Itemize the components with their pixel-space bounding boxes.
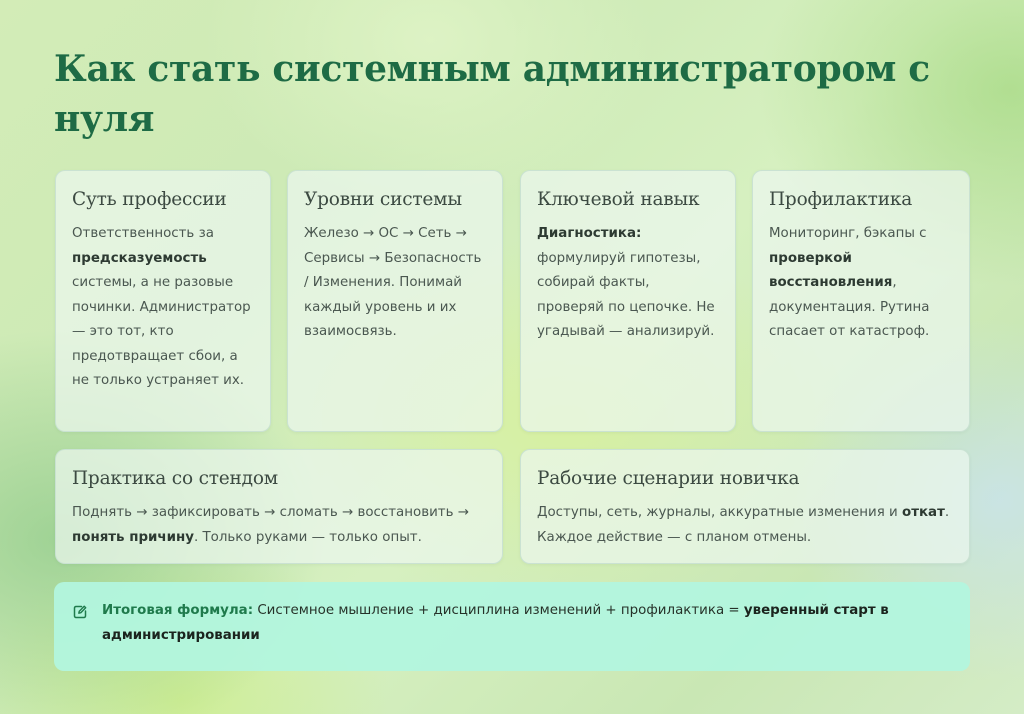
card-text-part: Ответственность за	[72, 226, 214, 241]
card-text	[72, 222, 254, 394]
card-key-skill	[520, 170, 736, 432]
card-text-bold: предсказуемость	[72, 250, 207, 266]
card-heading: Практика со стендом	[72, 468, 278, 489]
card-text	[537, 222, 719, 345]
card-text	[72, 501, 486, 550]
page-title: Как стать системным администратором с нуля	[54, 48, 930, 140]
card-text	[769, 222, 953, 345]
card-text-bold: проверкой восстановления	[769, 250, 893, 290]
card-text-bold: Диагностика:	[537, 226, 642, 241]
summary-text: Системное мышление + дисциплина изменений + профилактика =	[253, 603, 744, 618]
card-text	[537, 501, 953, 550]
card-text-part: Поднять → зафиксировать → сломать → восстановить →	[72, 505, 469, 520]
card-system-levels	[287, 170, 503, 432]
summary-bold: уверенный старт в администрировании	[102, 603, 889, 643]
card-text-bold: понять причину	[72, 529, 194, 545]
summary-formula-box	[54, 582, 970, 671]
summary-lead: Итоговая формула:	[102, 603, 254, 618]
card-text-part: системы, а не разовые починки. Администратор — это тот, кто предотвращает сбои, а не только устраняет их.	[72, 275, 251, 388]
card-heading: Рабочие сценарии новичка	[537, 468, 800, 489]
edit-note-icon	[73, 605, 87, 619]
card-text-part: . Каждое действие — с планом отмены.	[537, 505, 950, 545]
card-text-part: , документация. Рутина спасает от катастроф.	[769, 275, 930, 339]
card-text-bold: откат	[902, 505, 945, 520]
card-heading: Ключевой навык	[537, 189, 700, 210]
card-heading: Уровни системы	[304, 189, 462, 210]
card-text-part: формулируй гипотезы, собирай факты, проверяй по цепочке. Не угадывай — анализируй.	[537, 250, 715, 339]
card-heading: Профилактика	[769, 189, 913, 210]
card-text-part: . Только руками — только опыт.	[193, 529, 422, 545]
card-heading: Суть профессии	[72, 189, 227, 210]
card-prevention	[752, 170, 970, 432]
card-text-part: Мониторинг, бэкапы с	[769, 226, 927, 241]
card-text	[304, 222, 486, 345]
card-text-part: Доступы, сеть, журналы, аккуратные изменения и	[537, 505, 902, 520]
card-lab-practice	[55, 449, 503, 564]
card-text-part: Железо → ОС → Сеть → Сервисы → Безопасность / Изменения. Понимай каждый уровень и их взаимосвязь.	[304, 226, 482, 339]
card-profession-essence	[55, 170, 271, 432]
card-newbie-scenarios	[520, 449, 970, 564]
